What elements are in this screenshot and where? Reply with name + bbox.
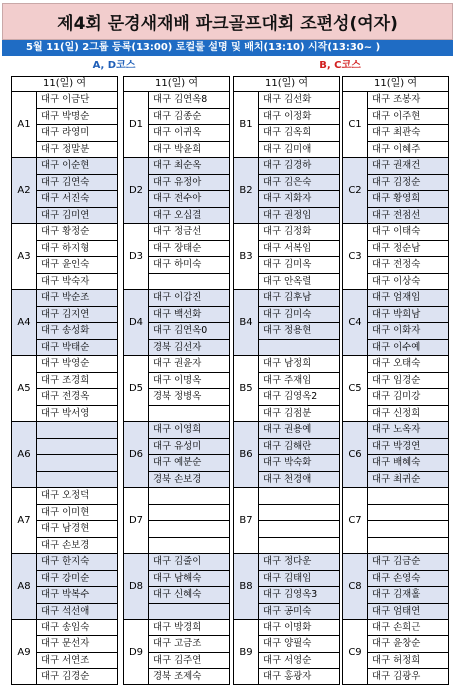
group-row (123, 421, 230, 487)
group-row (11, 553, 118, 619)
group-id: A7 (12, 488, 37, 553)
group-row (233, 223, 340, 289)
player-name: 대구 김재홀 (368, 587, 448, 604)
group-row (342, 421, 449, 487)
player-name: 대구 김연숙 (37, 175, 117, 192)
group-id: D8 (124, 554, 149, 619)
player-name: 대구 허정희 (368, 653, 448, 669)
group-id: A3 (12, 224, 37, 289)
player-name: 대구 김미강 (368, 389, 448, 406)
group-row (342, 487, 449, 553)
player-name: 대구 조봉자 (368, 92, 448, 109)
player-list (368, 158, 448, 223)
group-id: B5 (234, 356, 259, 421)
player-name: 대구 권윤자 (149, 356, 229, 373)
player-name: 대구 문선자 (37, 636, 117, 652)
group-row (233, 487, 340, 553)
player-name: 대구 이수예 (372, 341, 421, 353)
player-list (368, 92, 448, 157)
player-name: 대구 김경하 (259, 158, 339, 175)
player-name: 대구 최귀순 (372, 473, 421, 485)
player-name: 대구 손보경 (41, 539, 90, 551)
player-name: 대구 정다운 (259, 554, 339, 571)
player-name (259, 488, 339, 505)
player-name: 대구 김옥희 (259, 125, 339, 142)
player-name (259, 340, 339, 356)
player-name: 대구 김연옥8 (149, 92, 229, 109)
group-row (233, 355, 340, 421)
player-name: 대구 오정덕 (37, 488, 117, 505)
player-name (37, 422, 117, 439)
player-list (149, 158, 229, 223)
player-name: 경북 손보경 (153, 473, 202, 485)
group-id: B9 (234, 620, 259, 684)
player-list (259, 620, 339, 684)
player-name: 대구 권재건 (368, 158, 448, 175)
player-name: 대구 한지숙 (37, 554, 117, 571)
player-name: 대구 노옥자 (368, 422, 448, 439)
group-table (342, 76, 449, 685)
player-list (149, 554, 229, 619)
group-row (342, 91, 449, 157)
group-row (342, 289, 449, 355)
player-name: 대구 이주현 (368, 109, 448, 126)
player-name: 대구 라영미 (37, 125, 117, 142)
player-list (37, 224, 117, 289)
player-name: 대구 손영숙 (368, 571, 448, 588)
player-name (149, 274, 229, 290)
player-name: 대구 서복임 (259, 241, 339, 258)
player-name: 대구 최순옥 (149, 158, 229, 175)
player-name (368, 538, 448, 554)
group-row (233, 619, 340, 685)
group-id: D7 (124, 488, 149, 553)
group-table (123, 76, 230, 685)
player-name: 대구 홍광자 (263, 670, 312, 682)
player-name: 대구 이태숙 (368, 224, 448, 241)
player-name (37, 439, 117, 456)
group-row (342, 553, 449, 619)
player-name: 대구 정용현 (259, 323, 339, 340)
player-name: 대구 김광우 (372, 670, 421, 682)
player-name: 대구 이화자 (368, 323, 448, 340)
player-name (259, 505, 339, 522)
player-name: 대구 박서영 (41, 407, 90, 419)
player-name: 대구 김연옥0 (149, 323, 229, 340)
player-list (259, 488, 339, 553)
player-name: 대구 박영순 (37, 356, 117, 373)
group-id: D9 (124, 620, 149, 684)
player-name: 대구 양필숙 (259, 636, 339, 652)
table-header: 11(일) 여 (11, 76, 118, 91)
player-list (368, 224, 448, 289)
player-list (368, 554, 448, 619)
player-name (149, 406, 229, 422)
schedule-subtitle: 5월 11(일) 2그룹 등록(13:00) 로컬룰 설명 및 배치(13:10) 시작(13:30~ ) (2, 40, 453, 56)
player-name: 대구 김종순 (149, 109, 229, 126)
group-row (233, 421, 340, 487)
player-list (149, 356, 229, 421)
group-id: C7 (343, 488, 368, 553)
group-id: C5 (343, 356, 368, 421)
player-name: 대구 이명옥 (149, 373, 229, 390)
group-row (123, 157, 230, 223)
player-name (368, 505, 448, 522)
group-row (11, 355, 118, 421)
group-row (233, 553, 340, 619)
player-list (149, 92, 229, 157)
player-list (37, 356, 117, 421)
group-row (11, 157, 118, 223)
player-name: 대구 김점분 (263, 407, 312, 419)
player-list (37, 620, 117, 684)
group-row (233, 289, 340, 355)
table-header: 11(일) 여 (342, 76, 449, 91)
player-name: 대구 박윤희 (153, 143, 202, 155)
group-table (11, 76, 118, 685)
group-row (123, 289, 230, 355)
player-name: 대구 남해숙 (149, 571, 229, 588)
group-id: A8 (12, 554, 37, 619)
player-name: 대구 김지연 (37, 307, 117, 324)
group-id: D2 (124, 158, 149, 223)
player-name: 대구 박명순 (37, 109, 117, 126)
player-name: 경북 정병옥 (149, 389, 229, 406)
player-name: 대구 이정화 (259, 109, 339, 126)
player-name: 대구 전정숙 (368, 257, 448, 274)
player-list (259, 158, 339, 223)
player-name: 대구 오태숙 (368, 356, 448, 373)
course-label-bc: B, C코스 (319, 60, 361, 71)
player-name: 대구 김정화 (259, 224, 339, 241)
player-name: 대구 김경순 (41, 670, 90, 682)
group-table (233, 76, 340, 685)
player-name: 대구 김영옥2 (259, 389, 339, 406)
group-row (123, 91, 230, 157)
player-name: 대구 김후남 (259, 290, 339, 307)
group-row (11, 619, 118, 685)
player-name: 대구 김은숙 (259, 175, 339, 192)
player-name: 대구 박태순 (41, 341, 90, 353)
player-name: 대구 김태임 (259, 571, 339, 588)
group-id: C2 (343, 158, 368, 223)
player-name: 대구 김미연 (41, 209, 90, 221)
group-id: A9 (12, 620, 37, 684)
player-name: 대구 유정아 (149, 175, 229, 192)
player-name: 대구 석선애 (41, 605, 90, 617)
player-name: 대구 권정임 (263, 209, 312, 221)
player-name (149, 604, 229, 620)
group-row (123, 487, 230, 553)
player-list (259, 554, 339, 619)
player-list (368, 356, 448, 421)
group-id: C4 (343, 290, 368, 355)
group-id: B7 (234, 488, 259, 553)
player-name: 대구 이영희 (149, 422, 229, 439)
player-name: 대구 김정순 (368, 175, 448, 192)
player-list (259, 356, 339, 421)
player-name: 대구 조경희 (37, 373, 117, 390)
player-name: 대구 이상숙 (372, 275, 421, 287)
player-name: 대구 정말분 (41, 143, 90, 155)
group-row (342, 223, 449, 289)
player-name: 대구 정순남 (368, 241, 448, 258)
player-name: 대구 엄재임 (368, 290, 448, 307)
player-name: 대구 이혜주 (372, 143, 421, 155)
player-name: 대구 백선화 (149, 307, 229, 324)
player-name: 대구 박복수 (37, 587, 117, 604)
group-id: A2 (12, 158, 37, 223)
player-name: 대구 박숙자 (41, 275, 90, 287)
player-list (368, 620, 448, 684)
player-name: 대구 하미숙 (149, 257, 229, 274)
player-name (368, 521, 448, 538)
group-id: B8 (234, 554, 259, 619)
player-name (37, 472, 117, 488)
player-name: 대구 김영옥3 (259, 587, 339, 604)
player-name: 대구 김미애 (263, 143, 312, 155)
group-id: A5 (12, 356, 37, 421)
player-name: 대구 서영순 (259, 653, 339, 669)
player-name: 대구 배혜숙 (368, 455, 448, 472)
player-name: 대구 손희근 (368, 620, 448, 636)
player-name: 대구 서진숙 (37, 191, 117, 208)
group-id: C3 (343, 224, 368, 289)
group-id: B1 (234, 92, 259, 157)
player-name: 대구 엄태연 (372, 605, 421, 617)
player-name: 대구 이미현 (37, 505, 117, 522)
group-id: B3 (234, 224, 259, 289)
page-title: 제4회 문경새재배 파크골프대회 조편성(여자) (2, 3, 453, 40)
player-name: 대구 고금조 (149, 636, 229, 652)
player-list (37, 554, 117, 619)
group-id: B2 (234, 158, 259, 223)
player-name: 대구 김미옥 (259, 257, 339, 274)
player-list (37, 422, 117, 487)
player-name: 대구 신정희 (372, 407, 421, 419)
player-name: 경북 김선자 (153, 341, 202, 353)
group-id: C8 (343, 554, 368, 619)
group-id: A1 (12, 92, 37, 157)
player-list (368, 488, 448, 553)
group-row (342, 619, 449, 685)
player-list (149, 224, 229, 289)
group-id: D5 (124, 356, 149, 421)
group-row (233, 157, 340, 223)
player-name: 대구 박숙화 (259, 455, 339, 472)
player-name: 대구 박경연 (368, 439, 448, 456)
group-row (342, 157, 449, 223)
group-row (11, 223, 118, 289)
player-name: 대구 김금순 (368, 554, 448, 571)
player-list (37, 290, 117, 355)
player-name: 대구 박순조 (37, 290, 117, 307)
group-id: C1 (343, 92, 368, 157)
player-name (149, 505, 229, 522)
group-id: C6 (343, 422, 368, 487)
player-name: 대구 이귀옥 (149, 125, 229, 142)
player-name (259, 521, 339, 538)
group-id: B4 (234, 290, 259, 355)
group-id: C9 (343, 620, 368, 684)
group-row (11, 289, 118, 355)
group-row (123, 223, 230, 289)
group-row (123, 619, 230, 685)
player-list (149, 290, 229, 355)
player-name: 대구 하지형 (37, 241, 117, 258)
player-name: 경북 조제숙 (153, 670, 202, 682)
group-row (342, 355, 449, 421)
player-name: 대구 지화자 (259, 191, 339, 208)
table-header: 11(일) 여 (233, 76, 340, 91)
player-name: 대구 김해란 (259, 439, 339, 456)
player-name: 대구 전점선 (372, 209, 421, 221)
group-id: A4 (12, 290, 37, 355)
group-id: A6 (12, 422, 37, 487)
player-name: 대구 오십결 (153, 209, 202, 221)
player-name: 대구 전경옥 (37, 389, 117, 406)
player-list (259, 290, 339, 355)
player-name: 대구 임경순 (368, 373, 448, 390)
player-list (149, 620, 229, 684)
player-name: 대구 이명화 (259, 620, 339, 636)
player-name: 대구 윤인숙 (37, 257, 117, 274)
player-name: 대구 김주연 (149, 653, 229, 669)
group-row (123, 553, 230, 619)
player-name: 대구 송성화 (37, 323, 117, 340)
player-name: 대구 황정순 (37, 224, 117, 241)
player-list (259, 92, 339, 157)
player-list (259, 224, 339, 289)
player-name (37, 455, 117, 472)
group-id: B6 (234, 422, 259, 487)
player-name: 대구 유성미 (149, 439, 229, 456)
player-list (259, 422, 339, 487)
player-name (368, 488, 448, 505)
group-id: D6 (124, 422, 149, 487)
player-name: 대구 예분순 (149, 455, 229, 472)
player-name: 대구 정금선 (149, 224, 229, 241)
player-name: 대구 남정희 (259, 356, 339, 373)
table-header: 11(일) 여 (123, 76, 230, 91)
group-row (11, 487, 118, 553)
player-name: 대구 박희남 (368, 307, 448, 324)
player-name: 대구 김줄이 (149, 554, 229, 571)
player-name (149, 488, 229, 505)
group-id: D4 (124, 290, 149, 355)
group-row (123, 355, 230, 421)
player-name (149, 521, 229, 538)
player-list (368, 422, 448, 487)
player-list (149, 488, 229, 553)
player-list (368, 290, 448, 355)
player-name: 대구 윤창순 (368, 636, 448, 652)
player-list (37, 158, 117, 223)
group-row (11, 91, 118, 157)
player-name: 대구 천경애 (263, 473, 312, 485)
player-name: 대구 황영희 (368, 191, 448, 208)
player-name: 대구 강미순 (37, 571, 117, 588)
player-name: 대구 남경현 (37, 521, 117, 538)
player-name: 대구 이금단 (37, 92, 117, 109)
course-label-ad: A, D코스 (92, 60, 136, 71)
player-name: 대구 신혜숙 (149, 587, 229, 604)
player-name: 대구 김미숙 (259, 307, 339, 324)
player-name (259, 538, 339, 554)
player-name: 대구 박경희 (149, 620, 229, 636)
player-name: 대구 전수아 (149, 191, 229, 208)
group-id: D1 (124, 92, 149, 157)
player-name: 대구 권용예 (259, 422, 339, 439)
player-name: 대구 송임숙 (37, 620, 117, 636)
group-row (11, 421, 118, 487)
player-name: 대구 서연조 (37, 653, 117, 669)
player-name (149, 538, 229, 554)
player-name: 대구 안옥렬 (263, 275, 312, 287)
player-name: 대구 장태순 (149, 241, 229, 258)
group-row (233, 91, 340, 157)
player-name: 대구 최관숙 (368, 125, 448, 142)
player-name: 대구 공미숙 (263, 605, 312, 617)
player-name: 대구 주재임 (259, 373, 339, 390)
player-name: 대구 이순현 (37, 158, 117, 175)
player-list (149, 422, 229, 487)
player-name: 대구 이갑진 (149, 290, 229, 307)
player-list (37, 92, 117, 157)
group-id: D3 (124, 224, 149, 289)
player-name: 대구 김선화 (259, 92, 339, 109)
player-list (37, 488, 117, 553)
